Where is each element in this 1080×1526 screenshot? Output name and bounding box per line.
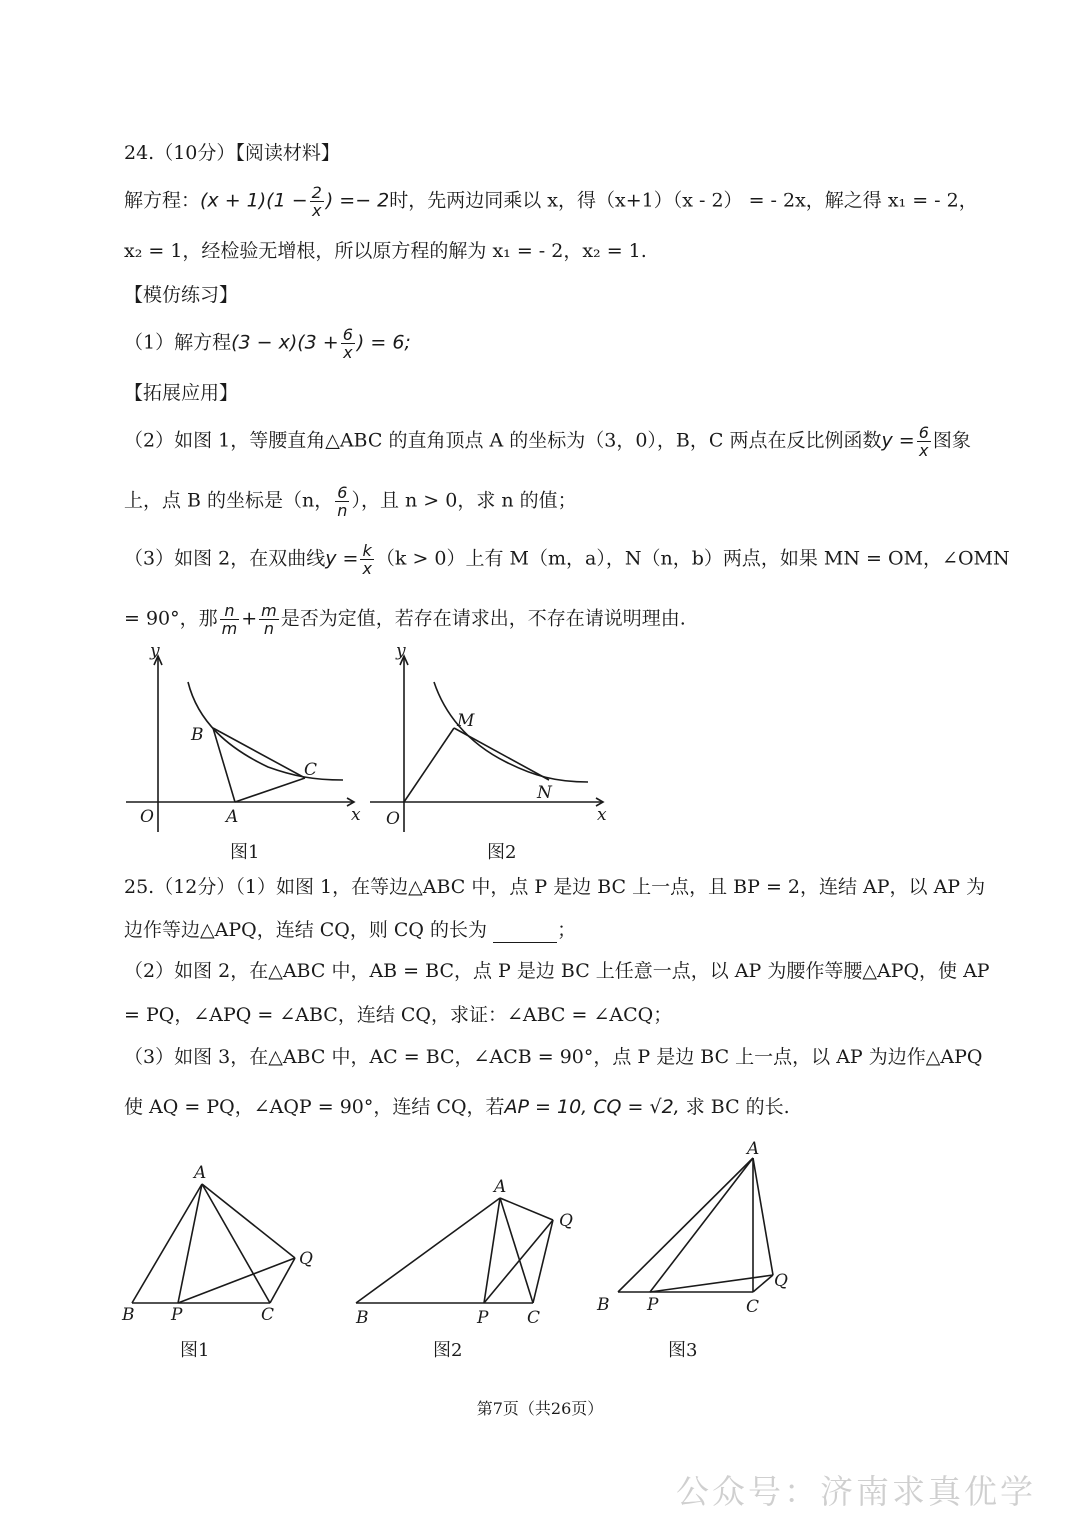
q25-line2: 边作等边△APQ，连结 CQ，则 CQ 的长为 ；: [124, 919, 577, 941]
q25f3-c-label: C: [746, 1297, 760, 1316]
watermark: 公众号：济南求真优学: [676, 1472, 1036, 1511]
q24-figure2: [366, 642, 616, 837]
fig1-b-label: B: [191, 725, 204, 745]
q25f3-b-label: B: [597, 1295, 610, 1315]
q25-fig2-caption: 图2: [433, 1340, 463, 1361]
q25f1-b-label: B: [122, 1305, 135, 1325]
q24-part3-line1: （3）如图 2，在双曲线y = $\frac{k}{x}$ （k > 0）上有 M（m，a），N（n，b）两点，如果 MN = OM，∠OMN: [124, 541, 1010, 578]
fig1-y-label: y: [150, 642, 160, 661]
q25-fig3-caption: 图3: [668, 1340, 698, 1361]
fig2-x-label: x: [597, 805, 607, 825]
q24-mimic-heading: 【模仿练习】: [124, 284, 239, 306]
fig2-y-label: y: [396, 642, 406, 661]
q25-figure3: [590, 1136, 800, 1316]
q25f1-a-label: A: [194, 1163, 207, 1183]
q24-reading-line1: 解方程：(x + 1)(1 − $\frac{2}{x}$ ) =− 2时，先两边同乘以 x，得（x+1）（x - 2） = - 2x，解之得 x₁ = - 2，: [124, 183, 978, 220]
q24-part2-line2: 上，点 B 的坐标是（n， $\frac{6}{n}$ ），且 n > 0，求 n 的值；: [124, 483, 577, 520]
q25f2-c-label: C: [527, 1308, 541, 1328]
fig1-o-label: O: [140, 807, 154, 827]
q24-reading-line2: x₂ = 1，经检验无增根，所以原方程的解为 x₁ = - 2，x₂ = 1.: [124, 240, 647, 262]
q25-line6: 使 AQ = PQ，∠AQP = 90°，连结 CQ，若AP = 10, CQ = √2, 求 BC 的长.: [124, 1096, 790, 1118]
q25f2-b-label: B: [356, 1308, 369, 1328]
fig1-x-label: x: [351, 805, 361, 825]
q25f2-a-label: A: [494, 1177, 507, 1197]
fig2-n-label: N: [537, 783, 552, 803]
q25-line3: （2）如图 2，在△ABC 中，AB = BC，点 P 是边 BC 上任意一点，以 AP 为腰作等腰△APQ，使 AP: [124, 960, 990, 982]
q24-extend-heading: 【拓展应用】: [124, 382, 239, 404]
q25f1-c-label: C: [261, 1305, 275, 1325]
answer-blank[interactable]: [493, 924, 557, 943]
q24-part2-line1: （2）如图 1，等腰直角△ABC 的直角顶点 A 的坐标为（3，0），B，C 两点在反比例函数y = $\frac{6}{x}$ 图象: [124, 423, 971, 460]
q25-line5: （3）如图 3，在△ABC 中，AC = BC，∠ACB = 90°，点 P 是边 BC 上一点，以 AP 为边作△APQ: [124, 1046, 983, 1068]
q25-line4: = PQ，∠APQ = ∠ABC，连结 CQ，求证：∠ABC = ∠ACQ；: [124, 1004, 673, 1026]
q24-fig1-caption: 图1: [230, 842, 260, 863]
q25-fig1-caption: 图1: [180, 1340, 210, 1361]
q25f3-q-label: Q: [774, 1271, 788, 1291]
q24-figure1: [118, 642, 368, 837]
q25f3-a-label: A: [747, 1139, 760, 1159]
q24-fig2-caption: 图2: [487, 842, 517, 863]
fig2-m-label: M: [457, 711, 475, 731]
q24-part3-line2: = 90°，那 $\frac{n}{m}$ + $\frac{m}{n}$ 是否为定值，若存在请求出，不存在请说明理由.: [124, 601, 686, 638]
fig1-c-label: C: [304, 760, 318, 780]
fig2-o-label: O: [386, 809, 400, 829]
q24-header: 24.（10分）【阅读材料】: [124, 142, 340, 164]
q25f1-p-label: P: [171, 1305, 183, 1325]
q25f1-q-label: Q: [299, 1249, 313, 1269]
q25f2-q-label: Q: [559, 1211, 573, 1231]
q25-line1: 25.（12分）（1）如图 1，在等边△ABC 中，点 P 是边 BC 上一点，且 BP = 2，连结 AP，以 AP 为: [124, 876, 986, 898]
q25-figure1: [118, 1158, 328, 1328]
q24-part1: （1）解方程(3 − x)(3 + $\frac{6}{x}$ ) = 6;: [124, 325, 411, 362]
q25f2-p-label: P: [477, 1308, 489, 1328]
q25-figure2: [346, 1172, 586, 1332]
q25f3-p-label: P: [647, 1295, 659, 1315]
page-number: 第7页（共26页）: [476, 1399, 604, 1418]
fig1-a-label: A: [226, 807, 239, 827]
